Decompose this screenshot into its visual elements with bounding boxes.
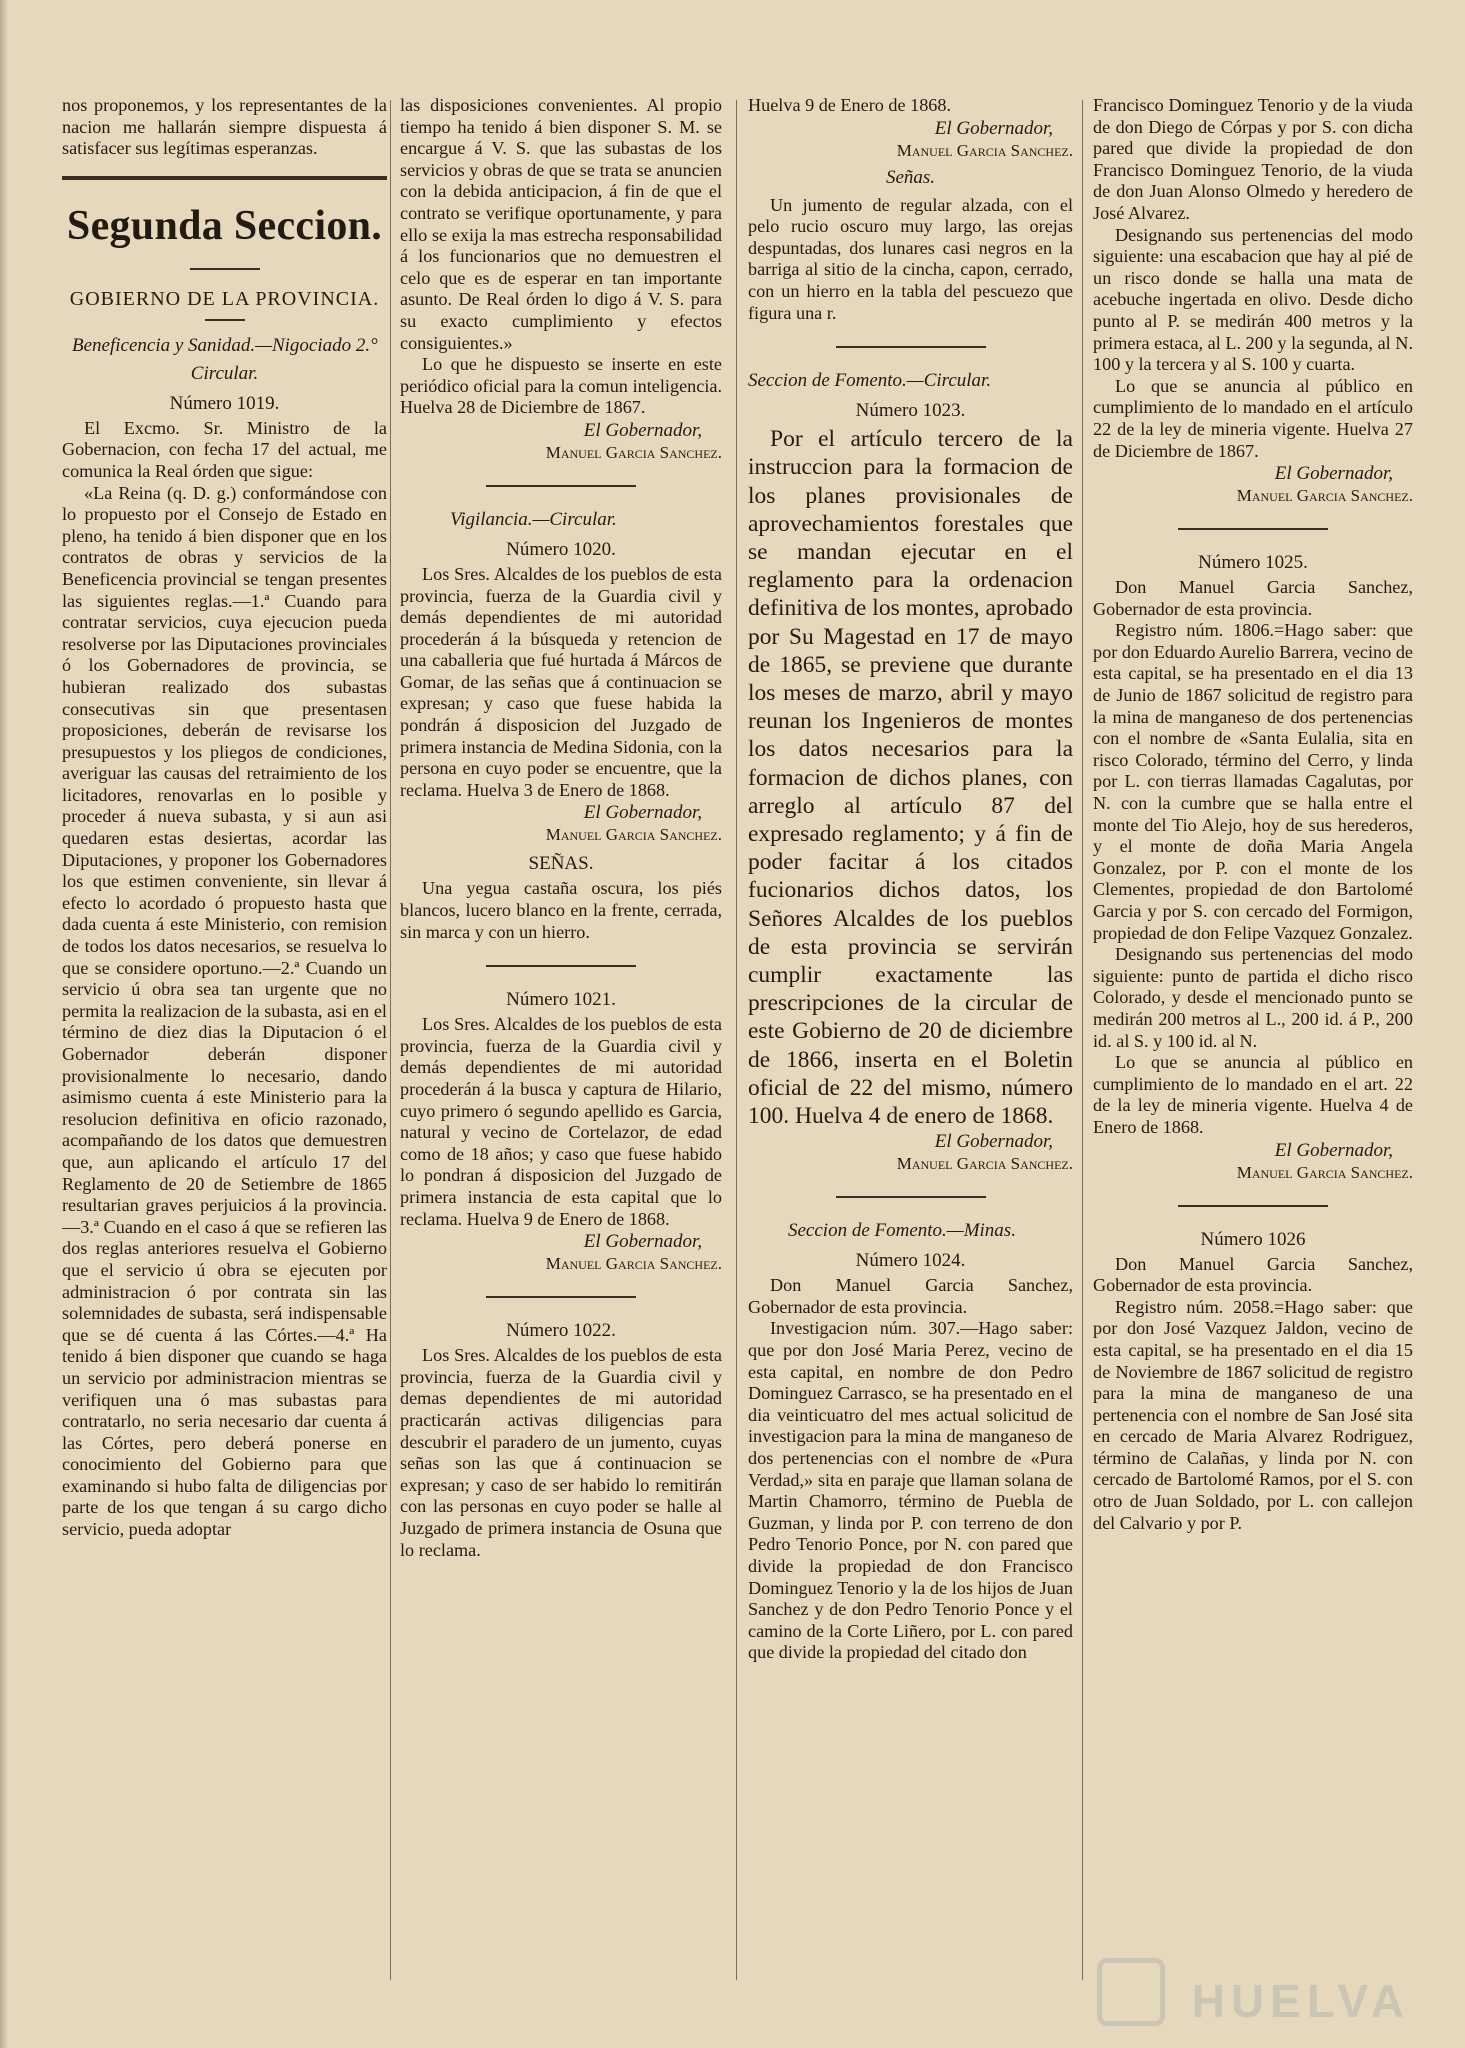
section-divider: [62, 176, 387, 180]
intro-paragraph: nos proponemos, y los representantes de la nacion me hallarán siempre dispuesta á satisfacer sus legítimas esperanzas.: [62, 95, 387, 159]
notice-number-1022: Número 1022.: [506, 1320, 616, 1342]
fomento-minas-heading: Seccion de Fomento.—Minas.: [788, 1220, 1016, 1242]
notice-number-1020: Número 1020.: [506, 538, 616, 560]
designation-paragraph: Designando sus pertenencias del modo siguiente: punto de partida el dicho risco Colorado, y desde el mencionado punto se medirán 200 metros al L., 200 id. á P., 200 id. al S. y 100 id. al N.: [1093, 944, 1413, 1051]
notice-1024-continuation: Francisco Dominguez Tenorio y de la viuda de don Diego de Córpas y por S. con dicha pared que divide la propiedad de don Francisco Dominguez Tenorio, de la viuda de don Juan Alonso Olmedo y heredero de José Alvarez.: [1093, 95, 1413, 223]
notice-1024-text: Investigacion núm. 307.—Hago saber: que por don José Maria Perez, vecino de esta capital, en nombre de don Pedro Dominguez Carrasco, se ha presentado en el dia veinticuatro del mes actual solicitud de investigacion para la mina de manganeso de dos pertenencias con el nombre de «Pura Verdad,» sita en paraje que llaman solana de Martin Chamorro, término de Puebla de Guzman, y linda por P. con terreno de don Pedro Tenorio Ponce, por N. con pared que divide la propiedad de don Francisco Dominguez Tenorio y la de los hijos de Juan Sanchez y de don Pedro Tenorio Ponce y el camino de la Corte Liñero, por L. con pared que divide la propiedad del citado don: [748, 1318, 1073, 1663]
divider: [836, 1196, 986, 1198]
senas-heading: Señas.: [885, 166, 936, 188]
archive-logo-icon: [1097, 1958, 1165, 2026]
divider: [1178, 528, 1328, 530]
column-4: [1093, 95, 1413, 1534]
divider: [486, 485, 636, 487]
registro-1806-text: Registro núm. 1806.=Hago saber: que por don Eduardo Aurelio Barrera, vecino de esta capital, se ha presentado en el dia 13 de Junio de 1867 solicitud de registro para la mina de manganeso de dos pertenencias con el nombre de «Santa Eulalia, sita en risco Colorado, término del Cerro, y linda por L. con tierras llamadas Cagalutas, por N. con la cumbre que se halla entre el monte del Tio Alejo, hoy de sus herederos, y el monte de doña Maria Angela Gonzalez, por P. con el monte de los Clementes, propiedad de don Bartolomé Garcia y por S. con cercado del Formigon, propiedad de don Felipe Vazquez Gonzalez.: [1093, 620, 1413, 943]
signature-name: Manuel Garcia Sanchez.: [545, 442, 722, 462]
column-2: [400, 95, 722, 1561]
notice-number-1023: Número 1023.: [855, 400, 966, 422]
column-rule-1: [390, 100, 391, 1980]
signature-title: El Gobernador,: [583, 419, 702, 441]
divider: [486, 965, 636, 967]
signature-name: Manuel Garcia Sanchez.: [1236, 1162, 1413, 1182]
notice-1023-text: Por el artículo tercero de la instruccion para la formacion de los planes provisionales de aprovechamientos forestales que se mandan ejecutar en el reglamento para la ordenacion definitiva de los montes, aprobado por Su Magestad en 17 de mayo de 1865, se previene que durante los meses de marzo, abril y mayo reunan los Ingenieros de montes los datos necesarios para la formacion de dichos planes, con arreglo al artículo 87 del expresado reglamento; y á fin de poder facitar á los citados fucionarios dichos datos, los Señores Alcaldes de los pueblos de esta provincia se servirán cumplir exactamente las prescripciones de la circular de este Gobierno de 20 de diciembre de 1866, inserta en el Boletin oficial de 22 del mismo, número 100. Huelva 4 de enero de 1868.: [748, 426, 1073, 1130]
notice-number-1025: Número 1025.: [1198, 552, 1308, 574]
circular-label: Circular.: [190, 362, 259, 384]
governor-intro: Don Manuel Garcia Sanchez, Gobernador de esta provincia.: [1093, 577, 1413, 619]
notice-1021-text: Los Sres. Alcaldes de los pueblos de esta provincia, fuerza de la Guardia civil y demás dependientes de mi autoridad procederán á la busca y captura de Hilario, cuyo primero ó segundo apellido es Garcia, natural y vecino de Cortelazor, de edad como de 18 años; y caso que fuese habido lo pondran á disposicion del Juzgado de primera instancia de esta capital que lo reclama. Huelva 9 de Enero de 1868.: [400, 1014, 722, 1229]
page-edge-shadow: [0, 0, 8, 2048]
announcement-paragraph: Lo que se anuncia al público en cumplimiento de lo mandado en el artículo 22 de la ley de mineria vigente. Huelva 27 de Diciembre de 1867.: [1093, 375, 1413, 461]
signature-title: El Gobernador,: [934, 117, 1053, 139]
signature-title: El Gobernador,: [934, 1131, 1053, 1153]
designation-paragraph: Designando sus pertenencias del modo siguiente: una escabacion que hay al pié de un risco donde se halla una mata de acebuche ingertada en olivo. Desde dicho punto al P. se medirán 400 metros y la primera estaca, al L. 200 y la segunda, al N. 100 y la tercera y al S. 100 y cuarta.: [1093, 224, 1413, 375]
signature-name: Manuel Garcia Sanchez.: [896, 140, 1073, 160]
jumento-description: Un jumento de regular alzada, con el pelo rucio oscuro muy largo, las orejas despuntadas, dos lunares casi negros en la barriga al sitio de la cincha, capon, cerrado, con un hierro en la tabla del pescuezo que figura una r.: [748, 194, 1073, 323]
governor-intro: Don Manuel Garcia Sanchez, Gobernador de esta provincia.: [1093, 1253, 1413, 1296]
department-heading: Beneficencia y Sanidad.—Nigociado 2.°: [72, 334, 378, 356]
royal-order-text: «La Reina (q. D. g.) conformándose con lo propuesto por el Consejo de Estado en pleno, ha tenido á bien disponer que en los contratos de obras y servicios de la Beneficencia provincial se tengan presentes las siguientes reglas.—1.ª Cuando para contratar servicios, cuya ejecucion pueda resolverse por las Diputaciones provinciales ó los Gobernadores de provincia, se hubieran realizado dos subastas consecutivas sin que presentasen proposiciones, deberán de revisarse los presupuestos y los pliegos de condiciones, averiguar las causas del retraimiento de los licitadores, renovarlas en lo posible y proceder á nueva subasta, y si aun asi quedaren estas desiertas, acordar las Diputaciones, y proponer los Gobernadores los que estimen conveniente, sin llevar á efecto lo acordado ó propuesto hasta que dada cuenta á este Ministerio, con remision de todos los datos necesarios, se resuelva lo que se considere oportuno.—2.ª Cuando un servicio ú obra sea tan urgente que no permita la realizacion de la subasta, asi en el término de diez dias la Diputacion ó el Gobernador deberán disponer provisionalmente lo necesario, dando asimismo cuenta á este Ministerio para la resolucion definitiva en oficio razonado, acompañando de los datos que demuestren que, aun aplicando el artículo 17 del Reglamento de 20 de Setiembre de 1865 resultarian graves perjuicios á la provincia.—3.ª Cuando en el caso á que se refieren las dos reglas anteriores resuelva el Gobierno que el servicio ú obra se ejecuten por administracion ó por contrata sin las solemnidades de subasta, será indispensable que se dé cuenta á las Córtes.—4.ª Ha tenido á bien disponer que cuando se haga un servicio por administracion mientras se verifiquen una ó mas subastas para contratarlo, no seria necesario dar cuenta á las Córtes, pero deberá ponerse en conocimiento del Gobierno para que examinando si hubo falta de diligencias por parte de los que tengan á su cargo dicho servicio, pueda adoptar: [62, 482, 387, 1540]
divider: [486, 1296, 636, 1298]
announcement-paragraph: Lo que se anuncia al público en cumplimiento de lo mandado en el art. 22 de la ley de mineria vigente. Huelva 4 de Enero de 1868.: [1093, 1052, 1413, 1137]
notice-1019-intro: El Excmo. Sr. Ministro de la Gobernacion, con fecha 17 del actual, me comunica la Real órden que sigue:: [62, 417, 387, 481]
column-1: [62, 95, 387, 1541]
yegua-description: Una yegua castaña oscura, los piés blancos, lucero blanco en la frente, cerrada, sin marca y con un hierro.: [400, 878, 722, 942]
signature-name: Manuel Garcia Sanchez.: [896, 1154, 1073, 1174]
notice-1020-text: Los Sres. Alcaldes de los pueblos de esta provincia, fuerza de la Guardia civil y demás dependientes de mi autoridad procederán á la búsqueda y retencion de una caballeria que fué hurtada á Márcos de Gomar, de las señas que á continuacion se expresan; y caso que fuese habida la pondrán á disposicion del Juzgado de primera instancia de Medina Sidonia, con la persona en cuyo poder se encuentre, que la reclama. Huelva 3 de Enero de 1868.: [400, 563, 722, 800]
signature-name: Manuel Garcia Sanchez.: [545, 1254, 722, 1274]
signature-title: El Gobernador,: [1274, 463, 1393, 485]
section-title: Segunda Seccion.: [66, 202, 383, 249]
notice-1022-date: Huelva 9 de Enero de 1868.: [748, 95, 952, 115]
governor-intro: Don Manuel Garcia Sanchez, Gobernador de esta provincia.: [748, 1275, 1073, 1317]
column-rule-2: [736, 100, 737, 1980]
senas-heading: SEÑAS.: [528, 853, 594, 875]
signature-name: Manuel Garcia Sanchez.: [1236, 486, 1413, 506]
signature-title: El Gobernador,: [583, 1231, 702, 1253]
archive-watermark: HUELVA: [1191, 1975, 1410, 2027]
registro-2058-text: Registro núm. 2058.=Hago saber: que por don José Vazquez Jaldon, vecino de esta capital, se ha presentado en el dia 15 de Noviembre de 1867 solicitud de registro para la mina de manganeso de una pertenencia con el nombre de San José sita en cercado de Maria Alvarez Rodriguez, término de Calañas, y linda por N. con cercado de Bartolomé Ramos, por el S. con otro de Juan Soldado, por L. con callejon del Calvario y por P.: [1093, 1296, 1413, 1533]
column-rule-3: [1082, 100, 1083, 1980]
notice-1022-text: Los Sres. Alcaldes de los pueblos de esta provincia, fuerza de la Guardia civil y demas dependientes de mi autoridad practicarán activas diligencias para descubrir el paradero de un jumento, cuyas señas son las que á continuacion se expresan; y caso de ser habido lo remitirán con las personas en cuyo poder se halle al Juzgado de primera instancia de Osuna que lo reclama.: [400, 1345, 722, 1560]
divider: [836, 346, 986, 348]
publication-notice: Lo que he dispuesto se inserte en este periódico oficial para la comun inteligencia. Huelva 28 de Diciembre de 1867.: [400, 354, 722, 418]
notice-number-1021: Número 1021.: [506, 989, 616, 1011]
signature-name: Manuel Garcia Sanchez.: [545, 825, 722, 845]
column-3: [748, 95, 1073, 1664]
royal-order-continuation: las disposiciones convenientes. Al propio tiempo ha tenido á bien disponer S. M. se encargue á V. S. que las subastas de los servicios y obras de que se trata se anuncien con la debida anticipacion, á fin de que el contrato se verifique oportunamente, y para ello se exija la mas estrecha responsabilidad á los funcionarios que no demuestren el celo que es de esperar en tan importante asunto. De Real órden lo digo á V. S. para su exacto cumplimiento y efectos consiguientes.»: [400, 95, 722, 353]
divider: [1178, 1205, 1328, 1207]
short-divider: [205, 319, 245, 321]
vigilancia-heading: Vigilancia.—Circular.: [450, 508, 617, 530]
signature-title: El Gobernador,: [583, 802, 702, 824]
ornament-divider: [62, 260, 387, 278]
fomento-circular-heading: Seccion de Fomento.—Circular.: [748, 370, 992, 392]
signature-title: El Gobernador,: [1274, 1139, 1393, 1161]
notice-number-1019: Número 1019.: [169, 392, 280, 414]
notice-number-1026: Número 1026: [1200, 1228, 1306, 1250]
notice-number-1024: Número 1024.: [855, 1250, 966, 1272]
government-heading: GOBIERNO DE LA PROVINCIA.: [69, 287, 380, 310]
